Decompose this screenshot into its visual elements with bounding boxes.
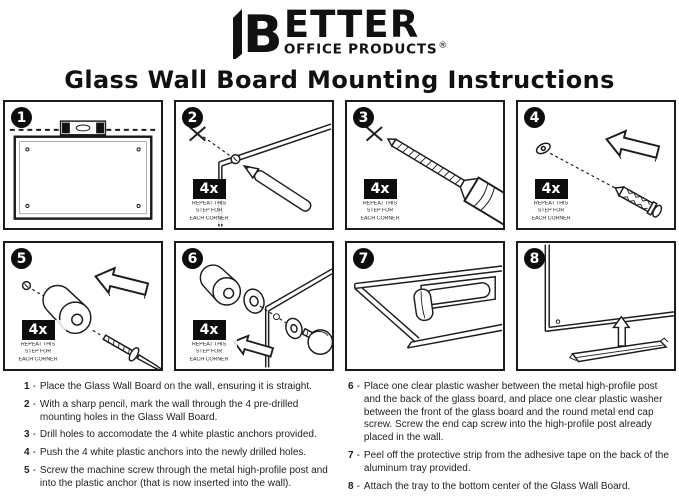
repeat-count-label: 4x <box>22 320 55 340</box>
step-text: With a sharp pencil, mark the wall through the 4 pre-drilled mounting holes in the Glass Wall Board. <box>39 398 299 423</box>
written-instructions <box>0 371 679 498</box>
repeat-line-3: EACH CORNER <box>360 216 400 222</box>
panel-step-2 <box>174 100 334 230</box>
repeat-line-1: REPEAT THIS <box>20 341 56 347</box>
step-number-badge: 8 <box>524 248 545 269</box>
step-dash: - <box>32 398 36 410</box>
brand-name-bottom <box>284 42 448 57</box>
instruction-step-5 <box>24 465 336 491</box>
panel-step-6 <box>174 241 334 371</box>
repeat-line-2: STEP FOR <box>366 208 394 214</box>
panel-step-7 <box>345 241 505 371</box>
repeat-line-3: EACH CORNER <box>189 216 229 222</box>
repeat-4x-badge <box>181 320 237 365</box>
repeat-line-2: STEP FOR <box>537 208 565 214</box>
panel-step-8 <box>516 241 676 371</box>
step-number: 6 <box>348 381 354 392</box>
repeat-line-3: EACH CORNER <box>18 357 58 363</box>
repeat-line-2: STEP FOR <box>195 208 223 214</box>
repeat-line-3: EACH CORNER <box>531 216 571 222</box>
step-number-badge: 1 <box>11 107 32 128</box>
instruction-step-2 <box>24 399 336 425</box>
step-number-badge: 2 <box>182 107 203 128</box>
repeat-line-1: REPEAT THIS <box>191 341 227 347</box>
repeat-4x-badge <box>181 179 237 224</box>
step-text: Push the 4 white plastic anchors into the newly drilled holes. <box>39 447 307 459</box>
repeat-line-1: REPEAT THIS <box>533 200 569 206</box>
instruction-step-8 <box>348 481 671 494</box>
step-dash: - <box>32 447 36 459</box>
step-text: Place one clear plastic washer between the metal high-profile post and the back of the glass board, and place one clear plastic washer between the front of the glass board and the round metal end cap screw. Screw the end cap screw into the high-profile post already placed in the wall. <box>363 381 663 444</box>
logo-b-letter: B <box>242 5 283 59</box>
panel-step-5 <box>3 241 163 371</box>
repeat-line-1: REPEAT THIS <box>362 200 398 206</box>
instruction-step-3 <box>24 429 336 442</box>
repeat-4x-badge <box>10 320 66 365</box>
instructions-column-left <box>24 381 336 498</box>
step-number-badge: 7 <box>353 248 374 269</box>
step-dash: - <box>356 449 360 461</box>
step-dash: - <box>32 429 36 441</box>
instruction-panels-grid <box>0 94 679 371</box>
instruction-step-7 <box>348 450 671 476</box>
step-number: 5 <box>24 464 30 476</box>
step-text: Drill holes to accomodate the 4 white plastic anchors provided. <box>39 429 317 441</box>
step-number-badge: 3 <box>353 107 374 128</box>
step-number: 8 <box>348 480 354 492</box>
step-text: Peel off the protective strip from the adhesive tape on the back of the aluminum tray provided. <box>363 449 669 474</box>
better-office-products-logo <box>0 5 679 59</box>
step-number: 4 <box>24 447 30 459</box>
instruction-step-1 <box>24 381 336 394</box>
step-number: 3 <box>24 429 30 441</box>
step-text: Place the Glass Wall Board on the wall, ensuring it is straight. <box>39 381 312 392</box>
repeat-line-3: EACH CORNER <box>189 357 229 363</box>
step-dash: - <box>32 464 36 476</box>
logo-book-b-icon <box>231 5 287 59</box>
step-number: 7 <box>348 449 354 461</box>
step-number-badge: 4 <box>524 107 545 128</box>
step-dash: - <box>356 381 360 392</box>
logo-text <box>284 5 448 57</box>
step-dash: - <box>356 480 360 492</box>
step-dash: - <box>32 381 36 392</box>
instructions-column-right <box>348 381 671 498</box>
instruction-step-4 <box>24 447 336 460</box>
repeat-line-2: STEP FOR <box>24 349 52 355</box>
step-number-badge: 6 <box>182 248 203 269</box>
repeat-count-label: 4x <box>193 179 226 199</box>
step-text: Attach the tray to the bottom center of the Glass Wall Board. <box>363 480 631 492</box>
repeat-count-label: 4x <box>193 320 226 340</box>
step-number: 1 <box>24 381 30 392</box>
repeat-line-1: REPEAT THIS <box>191 200 227 206</box>
instruction-step-6 <box>348 381 671 445</box>
repeat-line-2: STEP FOR <box>195 349 223 355</box>
brand-name-top: ETTER <box>283 3 420 46</box>
step-number-badge: 5 <box>11 248 32 269</box>
panel-step-3 <box>345 100 505 230</box>
step-text: Screw the machine screw through the metal high-profile post and into the plastic anchor (that is now inserted into the wall). <box>39 464 328 489</box>
page-title: Glass Wall Board Mounting Instructions <box>64 66 615 94</box>
repeat-count-label: 4x <box>364 179 397 199</box>
repeat-4x-badge <box>523 179 579 224</box>
repeat-count-label: 4x <box>535 179 568 199</box>
page-header <box>0 0 679 94</box>
panel-step-1 <box>3 100 163 230</box>
brand-bottom-text: OFFICE PRODUCTS <box>283 41 438 58</box>
panel-step-4 <box>516 100 676 230</box>
registered-trademark-symbol: ® <box>438 41 449 52</box>
repeat-4x-badge <box>352 179 408 224</box>
step-number: 2 <box>24 398 30 410</box>
